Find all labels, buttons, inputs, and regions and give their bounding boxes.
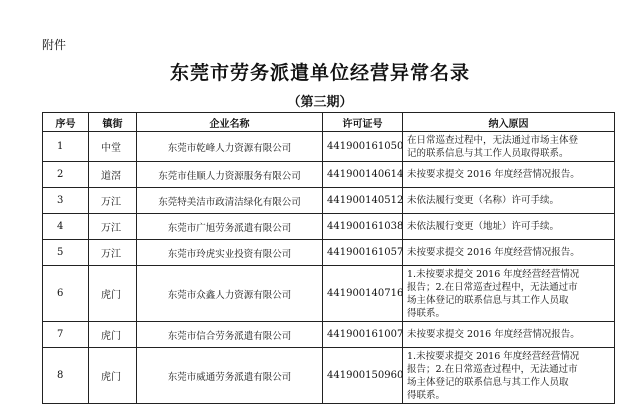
row-seq: 3: [43, 188, 89, 214]
reason-line: 1.未按要求提交 2016 年度经营经营情况: [407, 350, 580, 362]
table-row: [43, 188, 615, 214]
row-town: 中堂: [89, 132, 137, 162]
reason-line: 报告；2.在日常巡查过程中，无法通过市: [407, 363, 578, 375]
reason-line: 未依法履行变更（地址）许可手续。: [407, 221, 560, 232]
row-reason: [403, 214, 615, 240]
table-row: [43, 240, 615, 266]
reason-line: 1.未按要求提交 2016 年度经营经营情况: [407, 268, 580, 280]
row-seq: 5: [43, 240, 89, 266]
row-seq: 4: [43, 214, 89, 240]
row-town: 虎门: [89, 266, 137, 322]
table-row: [43, 214, 615, 240]
row-town: 道滘: [89, 162, 137, 188]
reason-line: 场主体登记的联系信息与其工作人员取: [407, 376, 569, 388]
attachment-label: 附件: [42, 38, 67, 52]
table-row: [43, 322, 615, 348]
header-license-number: 许可证号: [323, 113, 403, 132]
row-license-number: 441900161057: [323, 240, 403, 266]
reason-line: 记的联系信息与其工作人员取得联系。: [407, 147, 569, 159]
table-row: [43, 348, 615, 404]
abnormal-list-table: [42, 112, 615, 404]
row-town: 万江: [89, 240, 137, 266]
row-reason: [403, 132, 615, 162]
row-seq: 6: [43, 266, 89, 322]
row-town: 万江: [89, 214, 137, 240]
row-seq: 8: [43, 348, 89, 404]
row-town: 虎门: [89, 322, 137, 348]
row-town: 万江: [89, 188, 137, 214]
table-row: [43, 132, 615, 162]
reason-line: 未按要求提交 2016 年度经营情况报告。: [407, 247, 580, 258]
reason-line: 场主体登记的联系信息与其工作人员取: [407, 294, 569, 306]
row-license-number: 441900140614: [323, 162, 403, 188]
row-seq: 2: [43, 162, 89, 188]
table-row: [43, 266, 615, 322]
row-license-number: 441900161038: [323, 214, 403, 240]
row-reason: [403, 348, 615, 404]
table-header-row: [43, 113, 615, 132]
row-company-name: 东莞特美洁市政清洁绿化有限公司: [137, 188, 323, 214]
row-license-number: 441900140716: [323, 266, 403, 322]
header-reason: 纳入原因: [403, 113, 615, 132]
page-title: 东莞市劳务派遣单位经营异常名录: [169, 62, 470, 84]
row-license-number: 441900150960: [323, 348, 403, 404]
reason-line: 报告；2.在日常巡查过程中，无法通过市: [407, 281, 578, 293]
reason-line: 得联系。: [407, 389, 446, 401]
header-company-name: 企业名称: [137, 113, 323, 132]
reason-line: 在日常巡查过程中，无法通过市场主体登: [407, 134, 579, 146]
row-company-name: 东莞市广旭劳务派遣有限公司: [137, 214, 323, 240]
header-seq: 序号: [43, 113, 89, 132]
header-town: 镇街: [89, 113, 137, 132]
row-seq: 7: [43, 322, 89, 348]
row-reason: [403, 188, 615, 214]
row-reason: [403, 162, 615, 188]
row-reason: [403, 266, 615, 322]
row-company-name: 东莞市佳顺人力资源服务有限公司: [137, 162, 323, 188]
row-company-name: 东莞市众鑫人力资源有限公司: [137, 266, 323, 322]
row-company-name: 东莞市玲虎实业投资有限公司: [137, 240, 323, 266]
reason-line: 得联系。: [407, 307, 446, 319]
reason-line: 未按要求提交 2016 年度经营情况报告。: [407, 169, 580, 180]
row-license-number: 441900161007: [323, 322, 403, 348]
row-seq: 1: [43, 132, 89, 162]
row-reason: [403, 322, 615, 348]
reason-line: 未按要求提交 2016 年度经营情况报告。: [407, 329, 580, 340]
table-row: [43, 162, 615, 188]
row-reason: [403, 240, 615, 266]
row-company-name: 东莞市信合劳务派遣有限公司: [137, 322, 323, 348]
row-license-number: 441900140512: [323, 188, 403, 214]
row-company-name: 东莞市威通劳务派遣有限公司: [137, 348, 323, 404]
row-town: 虎门: [89, 348, 137, 404]
row-company-name: 东莞市乾峰人力资源有限公司: [137, 132, 323, 162]
page-subtitle: （第三期）: [287, 95, 353, 110]
reason-line: 未依法履行变更（名称）许可手续。: [407, 195, 560, 206]
row-license-number: 441900161050: [323, 132, 403, 162]
